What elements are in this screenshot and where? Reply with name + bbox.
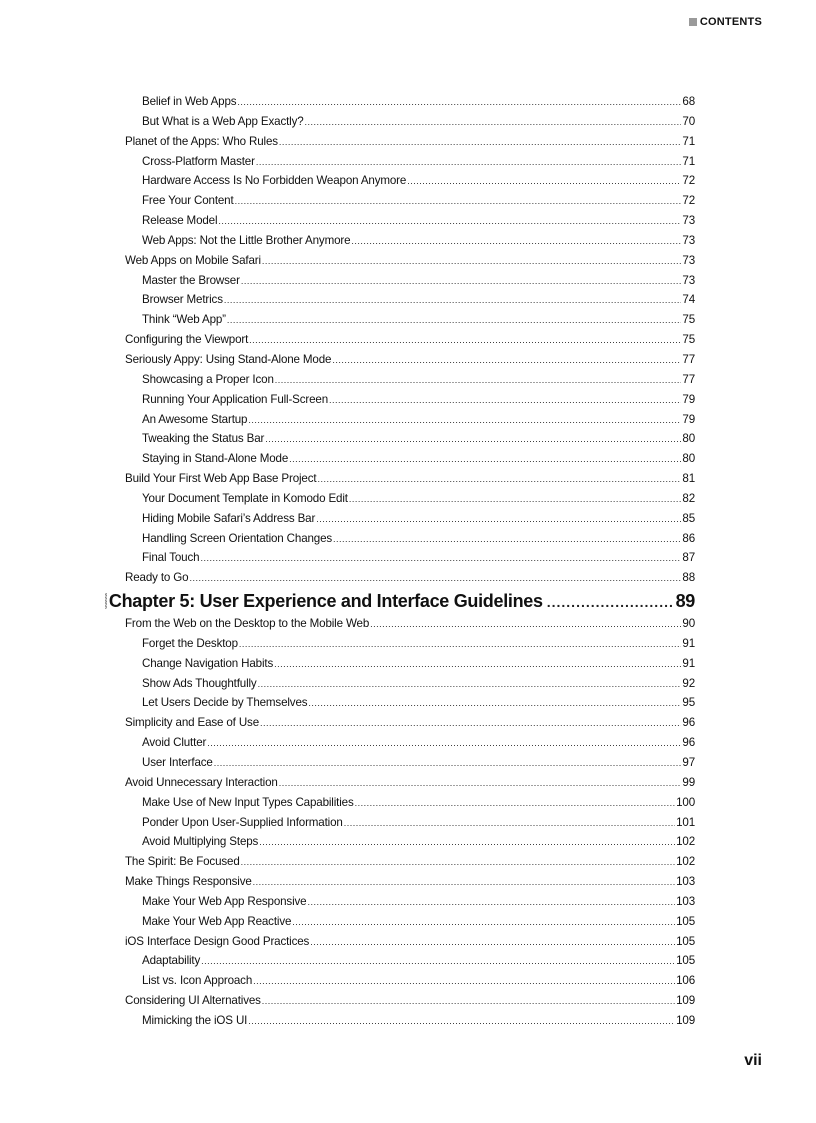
toc-entry-page: 80 [682, 432, 695, 446]
leader-dots [235, 192, 682, 212]
toc-entry-page: 73 [682, 273, 695, 287]
toc-subsection-entry[interactable] [125, 191, 695, 211]
toc-entry-page: 68 [682, 95, 695, 108]
toc-entry-page: 99 [682, 775, 695, 789]
toc-section-entry[interactable] [125, 614, 695, 634]
square-bullet-icon [689, 18, 697, 26]
toc-subsection-entry[interactable] [125, 548, 695, 568]
toc-entry-title: Hiding Mobile Safari’s Address Bar [142, 511, 316, 525]
toc-entry-title: Showcasing a Proper Icon [142, 372, 274, 386]
toc-entry-title: Release Model [142, 214, 218, 228]
leader-dots [292, 913, 675, 933]
toc-entry-page: 81 [682, 472, 695, 486]
leader-dots [241, 272, 682, 292]
leader-dots [279, 774, 682, 794]
toc-entry-page: 77 [682, 352, 695, 366]
toc-entry-title: Make Your Web App Reactive [142, 914, 292, 928]
toc-entry-title: Web Apps on Mobile Safari [125, 253, 261, 267]
leader-dots [239, 635, 681, 655]
toc-subsection-entry[interactable] [125, 654, 695, 674]
toc-entry-title: Web Apps: Not the Little Brother Anymore [142, 233, 351, 247]
toc-entry-title: Mimicking the iOS UI [142, 1013, 248, 1027]
toc-entry-page: 105 [676, 954, 695, 968]
toc-entry-page: 74 [682, 293, 695, 307]
toc-entry-page: 102 [676, 855, 695, 869]
toc-entry-title: iOS Interface Design Good Practices [125, 934, 310, 948]
leader-dots [289, 450, 681, 470]
toc-entries-after-chapter [125, 614, 695, 1031]
chapter-marker-icon [105, 593, 107, 609]
leader-dots [256, 153, 682, 173]
toc-entry-page: 85 [682, 511, 695, 525]
toc-subsection-entry[interactable] [125, 1011, 695, 1031]
toc-subsection-entry[interactable] [125, 813, 695, 833]
toc-entry-title: Your Document Template in Komodo Edit [142, 491, 348, 505]
toc-entry-title: Running Your Application Full-Screen [142, 392, 329, 406]
toc-entry-page: 96 [682, 716, 695, 730]
toc-entry-title: Avoid Unnecessary Interaction [125, 775, 278, 789]
toc-subsection-entry[interactable] [125, 290, 695, 310]
toc-entry-page: 101 [676, 815, 695, 829]
toc-subsection-entry[interactable] [125, 112, 695, 132]
leader-dots [260, 714, 681, 734]
page-number: vii [744, 1052, 762, 1069]
toc-subsection-entry[interactable] [125, 529, 695, 549]
leader-dots [308, 694, 681, 714]
toc-entry-title: Make Your Web App Responsive [142, 894, 307, 908]
leader-dots [351, 232, 681, 252]
running-head-text: CONTENTS [699, 16, 762, 28]
toc-entry-title: Handling Screen Orientation Changes [142, 531, 333, 545]
leader-dots [407, 172, 681, 192]
leader-dots [237, 93, 681, 113]
toc-entry-page: 73 [682, 233, 695, 247]
toc-entry-page: 103 [676, 894, 695, 908]
toc-entry-page: 77 [682, 372, 695, 386]
toc-section-entry[interactable] [125, 991, 695, 1011]
leader-dots [253, 873, 675, 893]
toc-entry-page: 71 [682, 134, 695, 148]
toc-entry-title: Ponder Upon User-Supplied Information [142, 815, 343, 829]
leader-dots [224, 291, 682, 311]
toc-entry-title: Avoid Clutter [142, 736, 207, 750]
toc-entry-title: Change Navigation Habits [142, 656, 274, 670]
leader-dots [547, 589, 672, 615]
toc-entry-title: Ready to Go [125, 571, 189, 585]
toc-entry-page: 102 [676, 835, 695, 849]
leader-dots [265, 430, 681, 450]
leader-dots [200, 549, 681, 569]
toc-subsection-entry[interactable] [125, 152, 695, 172]
toc-entry-title: Make Use of New Input Types Capabilities [142, 795, 354, 809]
toc-entry-title: Show Ads Thoughtfully [142, 676, 257, 690]
toc-subsection-entry[interactable] [125, 429, 695, 449]
toc-entry-title: The Spirit: Be Focused [125, 855, 240, 869]
toc-subsection-entry[interactable] [125, 634, 695, 654]
leader-dots [227, 311, 682, 331]
toc-section-entry[interactable] [125, 568, 695, 588]
toc-entry-page: 72 [682, 194, 695, 208]
running-head [689, 16, 762, 28]
toc-entry-page: 86 [682, 531, 695, 545]
toc-entry-page: 79 [682, 412, 695, 426]
toc-subsection-entry[interactable] [125, 509, 695, 529]
toc-entries-before-chapter [125, 92, 695, 588]
leader-dots [274, 655, 681, 675]
toc-entry-page: 79 [682, 392, 695, 406]
toc-entry-title: List vs. Icon Approach [142, 974, 253, 988]
toc-subsection-entry[interactable] [125, 92, 695, 112]
leader-dots [253, 972, 675, 992]
toc-entry-page: 95 [682, 696, 695, 710]
toc-entry-title: Belief in Web Apps [142, 95, 237, 108]
toc-entry-page: 87 [682, 551, 695, 565]
leader-dots [370, 615, 681, 635]
leader-dots [262, 992, 675, 1012]
toc-entry-page: 97 [682, 756, 695, 769]
toc-entry-page: 73 [682, 214, 695, 228]
toc-entry-page: 105 [676, 914, 695, 928]
leader-dots [310, 933, 675, 953]
toc-subsection-entry[interactable] [125, 832, 695, 852]
toc-entry-title: Build Your First Web App Base Project [125, 472, 317, 486]
leader-dots [317, 470, 681, 490]
leader-dots [249, 331, 681, 351]
toc-section-entry[interactable] [125, 852, 695, 872]
toc-entry-title: Free Your Content [142, 194, 234, 208]
toc-entry-title: Configuring the Viewport [125, 333, 249, 347]
leader-dots [307, 893, 675, 913]
leader-dots [262, 252, 682, 272]
toc-subsection-entry[interactable] [125, 793, 695, 813]
leader-dots [248, 1012, 675, 1032]
leader-dots [248, 411, 681, 431]
leader-dots [258, 675, 682, 695]
toc-section-entry[interactable] [125, 330, 695, 350]
toc-entry-title: Seriously Appy: Using Stand-Alone Mode [125, 352, 332, 366]
toc-entry-title: Avoid Multiplying Steps [142, 835, 259, 849]
toc-section-entry[interactable] [125, 350, 695, 370]
toc-entry-title: Think “Web App” [142, 313, 226, 327]
toc-entry-title: From the Web on the Desktop to the Mobile Web [125, 617, 370, 631]
toc-entry-page: 70 [682, 114, 695, 128]
toc-entry-title: Simplicity and Ease of Use [125, 716, 259, 730]
toc-entry-page: 106 [676, 974, 695, 988]
leader-dots [349, 490, 682, 510]
leader-dots [333, 530, 681, 550]
toc-entry-title: Considering UI Alternatives [125, 994, 261, 1008]
leader-dots [355, 794, 675, 814]
toc-entry-page: 80 [682, 452, 695, 466]
toc-entry-page: 90 [682, 617, 695, 631]
toc-entry-title: Planet of the Apps: Who Rules [125, 134, 278, 148]
toc-subsection-entry[interactable] [125, 892, 695, 912]
toc-entry-page: 73 [682, 253, 695, 267]
leader-dots [218, 212, 681, 232]
leader-dots [279, 133, 681, 153]
toc-subsection-entry[interactable] [125, 449, 695, 469]
toc-entry-page: 100 [676, 795, 695, 809]
toc-entry-title: Forget the Desktop [142, 636, 238, 650]
toc-subsection-entry[interactable] [125, 489, 695, 509]
toc-entry-title: Hardware Access Is No Forbidden Weapon Anymore [142, 174, 407, 188]
toc-entry-title: An Awesome Startup [142, 412, 248, 426]
toc-entry-title: Browser Metrics [142, 293, 223, 307]
toc-entry-page: 75 [682, 333, 695, 347]
toc-subsection-entry[interactable] [125, 390, 695, 410]
toc-section-entry[interactable] [125, 132, 695, 152]
leader-dots [316, 510, 681, 530]
toc-entry-page: 75 [682, 313, 695, 327]
toc-subsection-entry[interactable] [125, 693, 695, 713]
toc-subsection-entry[interactable] [125, 674, 695, 694]
toc-subsection-entry[interactable] [125, 971, 695, 991]
table-of-contents [108, 92, 695, 1031]
leader-dots [214, 754, 682, 774]
toc-section-entry[interactable] [125, 872, 695, 892]
toc-section-entry[interactable] [125, 932, 695, 952]
leader-dots [259, 833, 675, 853]
toc-entry-page: 82 [682, 491, 695, 505]
toc-entry-title: But What is a Web App Exactly? [142, 114, 304, 128]
toc-entry-page: 109 [676, 994, 695, 1008]
leader-dots [275, 371, 682, 391]
toc-subsection-entry[interactable] [125, 271, 695, 291]
toc-subsection-entry[interactable] [125, 753, 695, 773]
chapter-page-number: 89 [675, 591, 695, 612]
leader-dots [241, 853, 675, 873]
toc-section-entry[interactable] [125, 713, 695, 733]
toc-entry-page: 91 [682, 656, 695, 670]
toc-entry-page: 105 [676, 934, 695, 948]
toc-subsection-entry[interactable] [125, 231, 695, 251]
toc-subsection-entry[interactable] [125, 733, 695, 753]
toc-entry-title: Final Touch [142, 551, 200, 565]
leader-dots [329, 391, 681, 411]
toc-entry-page: 72 [682, 174, 695, 188]
toc-section-entry[interactable] [125, 251, 695, 271]
toc-section-entry[interactable] [125, 773, 695, 793]
leader-dots [201, 952, 675, 972]
toc-entry-title: User Interface [142, 756, 213, 769]
toc-entry-page: 91 [682, 636, 695, 650]
leader-dots [305, 113, 682, 133]
toc-entry-title: Let Users Decide by Themselves [142, 696, 308, 710]
toc-subsection-entry[interactable] [125, 410, 695, 430]
toc-subsection-entry[interactable] [125, 370, 695, 390]
toc-entry-title: Adaptability [142, 954, 201, 968]
toc-entry-page: 88 [682, 571, 695, 585]
leader-dots [344, 814, 675, 834]
toc-entry-page: 92 [682, 676, 695, 690]
toc-entry-title: Cross-Platform Master [142, 154, 255, 168]
toc-chapter-heading[interactable] [105, 588, 695, 614]
leader-dots [207, 734, 681, 754]
toc-subsection-entry[interactable] [125, 171, 695, 191]
toc-entry-page: 71 [682, 154, 695, 168]
toc-entry-title: Staying in Stand-Alone Mode [142, 452, 289, 466]
toc-subsection-entry[interactable] [125, 912, 695, 932]
toc-entry-page: 109 [676, 1013, 695, 1027]
leader-dots [189, 569, 681, 589]
chapter-title: Chapter 5: User Experience and Interface Guidelines [108, 591, 543, 612]
toc-subsection-entry[interactable] [125, 310, 695, 330]
toc-entry-page: 103 [676, 875, 695, 889]
toc-entry-title: Tweaking the Status Bar [142, 432, 265, 446]
toc-section-entry[interactable] [125, 469, 695, 489]
toc-entry-title: Make Things Responsive [125, 875, 252, 889]
toc-entry-page: 96 [682, 736, 695, 750]
toc-subsection-entry[interactable] [125, 951, 695, 971]
toc-subsection-entry[interactable] [125, 211, 695, 231]
toc-entry-title: Master the Browser [142, 273, 240, 287]
leader-dots [332, 351, 681, 371]
